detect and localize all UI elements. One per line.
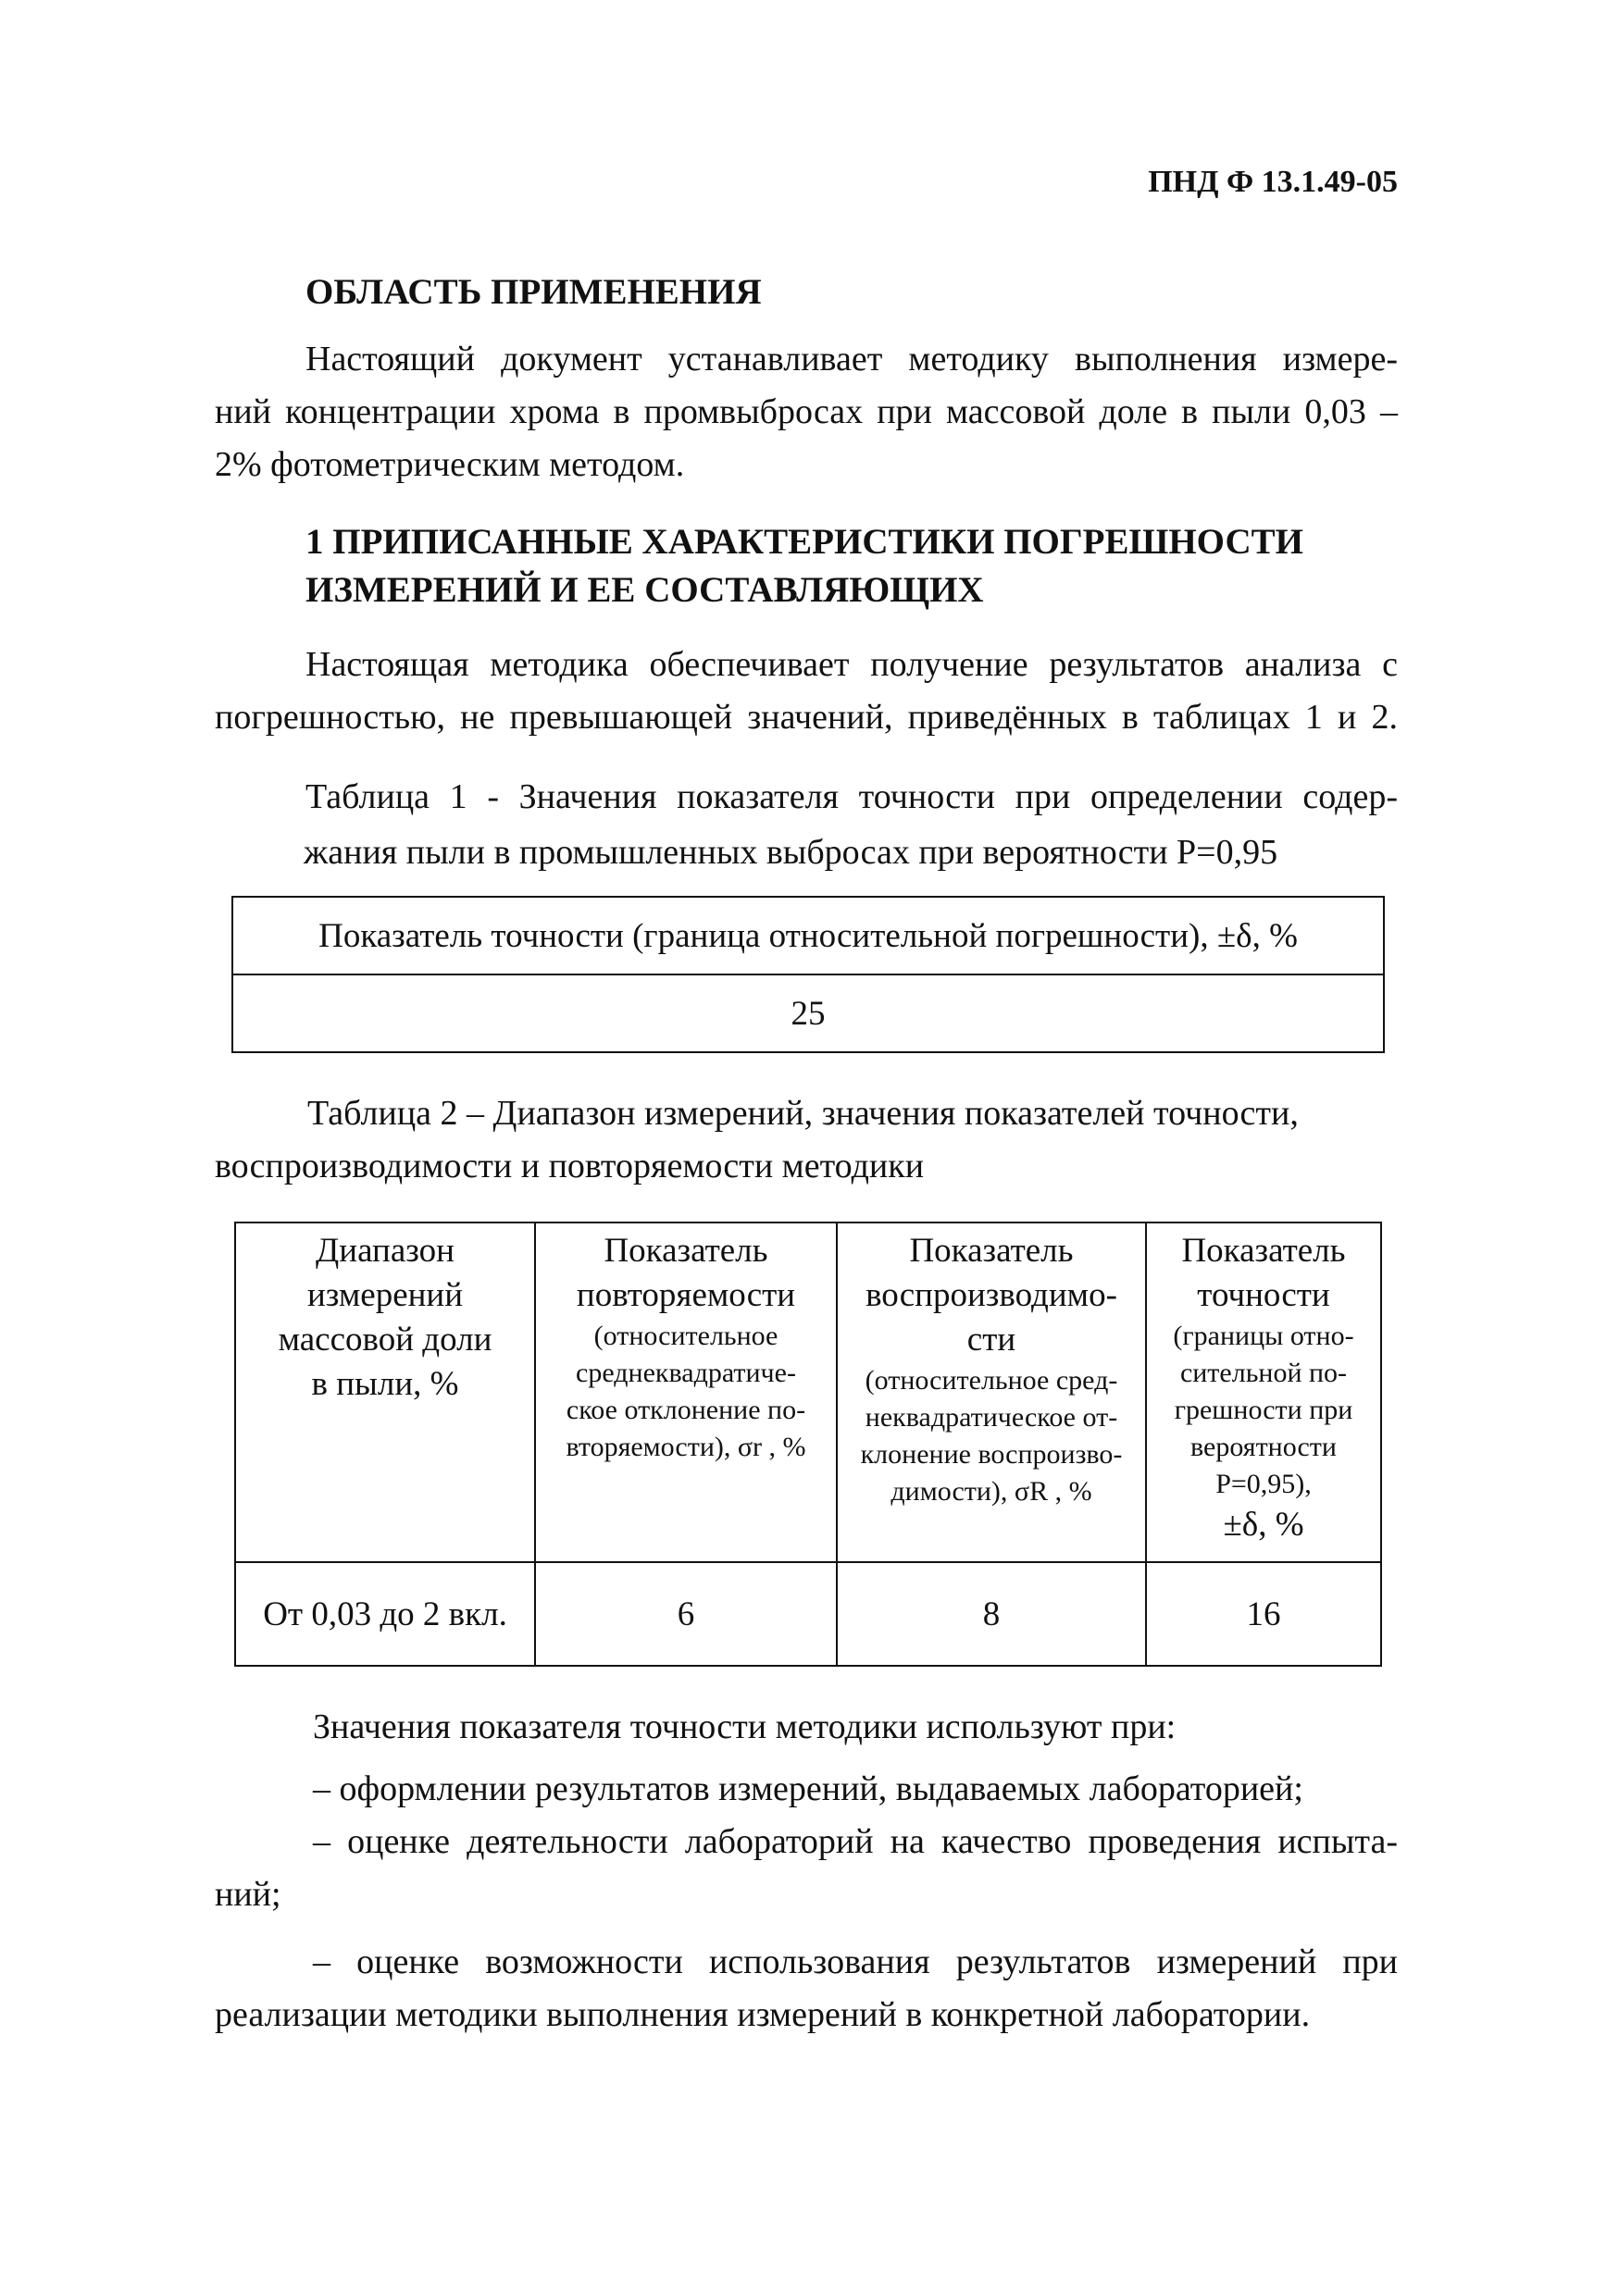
table-2-header-range: Диапазон измерений массовой доли в пыли, % (235, 1222, 535, 1562)
table-1-caption-line-2: жания пыли в промышленных выбросах при вероятности Р=0,95 (304, 833, 1278, 872)
table-2-cell-accuracy: 16 (1146, 1562, 1381, 1666)
table-1-value: 25 (232, 974, 1384, 1052)
section-1-heading-line-1: 1 ПРИПИСАННЫЕ ХАРАКТЕРИСТИКИ ПОГРЕШНОСТИ (305, 522, 1304, 562)
table-2-header-reproducibility: Показатель воспроизводимо- сти (относительное сред- неквадратическое от- клонение воспроизво- димости), σR , % (837, 1222, 1146, 1562)
table-2-caption-line-1: Таблица 2 – Диапазон измерений, значения показателей точности, (307, 1094, 1299, 1133)
table-2-cell-range: От 0,03 до 2 вкл. (235, 1562, 535, 1666)
scope-line-2: ний концентрации хрома в промвыбросах при массовой доле в пыли 0,03 – (215, 392, 1398, 431)
table-1-header: Показатель точности (граница относительной погрешности), ±δ, % (232, 897, 1384, 974)
table-1 (231, 896, 1385, 1053)
usage-intro: Значения показателя точности методики используют при: (313, 1707, 1177, 1746)
table-2-cell-reproducibility: 8 (837, 1562, 1146, 1666)
usage-item-3-line-2: реализации методики выполнения измерений в конкретной лаборатории. (215, 1995, 1311, 2034)
section-1-heading-line-2: ИЗМЕРЕНИЙ И ЕЕ СОСТАВЛЯЮЩИХ (305, 570, 984, 610)
table-2 (234, 1222, 1382, 1667)
section-1-text-line-2: погрешностью, не превышающей значений, приведённых в таблицах 1 и 2. (215, 698, 1398, 737)
scope-heading: ОБЛАСТЬ ПРИМЕНЕНИЯ (305, 272, 762, 312)
usage-item-2-line-2: ний; (215, 1875, 281, 1914)
table-1-caption-line-1: Таблица 1 - Значения показателя точности при определении содер- (305, 777, 1398, 816)
table-2-cell-repeatability: 6 (535, 1562, 837, 1666)
usage-item-2-line-1: – оценке деятельности лабораторий на качество проведения испыта- (313, 1822, 1398, 1861)
usage-item-3-line-1: – оценке возможности использования результатов измерений при (313, 1942, 1398, 1981)
document-code: ПНД Ф 13.1.49-05 (1148, 165, 1398, 199)
table-2-caption-line-2: воспроизводимости и повторяемости методики (215, 1147, 925, 1185)
usage-item-1: – оформлении результатов измерений, выдаваемых лабораторией; (313, 1769, 1303, 1808)
table-2-header-repeatability: Показатель повторяемости (относительное среднеквадратиче- ское отклонение по- вторяемости), σr , % (535, 1222, 837, 1562)
scope-line-1: Настоящий документ устанавливает методику выполнения измере- (305, 340, 1398, 379)
section-1-text-line-1: Настоящая методика обеспечивает получение результатов анализа с (305, 645, 1398, 684)
scope-line-3: 2% фотометрическим методом. (215, 445, 685, 484)
table-2-header-accuracy: Показатель точности (границы отно- сительной по- грешности при вероятности Р=0,95), ±δ, % (1146, 1222, 1381, 1562)
